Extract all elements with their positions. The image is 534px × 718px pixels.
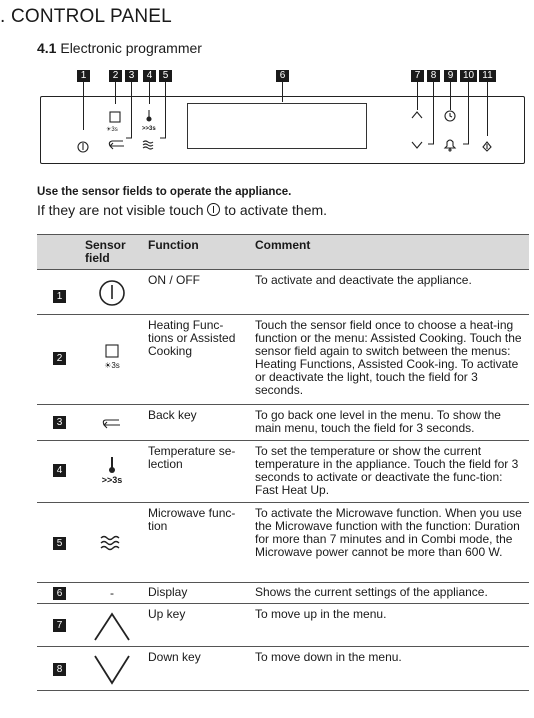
function-text: Microwave func-tion (148, 506, 236, 533)
function-text: ON / OFF (148, 273, 200, 287)
clock-icon (445, 111, 455, 121)
comment-text: To activate the Microwave function. When you use the Microwave function with the function: Duration for more than 7 minutes and in Combi mode, the Microwave power cannot be more than 600 W. (255, 506, 522, 559)
row-number: 4 (53, 464, 66, 477)
section-title (37, 40, 202, 56)
bell-icon (445, 140, 455, 151)
header-sensor-field: Sensor field (85, 238, 126, 265)
square-light-icon (87, 343, 137, 359)
table-row (37, 441, 529, 503)
function-text: Back key (148, 408, 197, 422)
up-chevron-icon (412, 112, 422, 118)
callout-1: 1 (77, 70, 90, 82)
intro-line (37, 202, 327, 218)
table-row (37, 604, 529, 647)
key-lock-icon (483, 142, 491, 151)
down-chevron-icon (412, 142, 422, 148)
power-icon-inline (207, 203, 220, 216)
microwave-waves-icon (87, 533, 137, 553)
callout-10: 10 (460, 70, 477, 82)
callout-11: 11 (479, 70, 496, 82)
callout-8: 8 (427, 70, 440, 82)
callout-4: 4 (143, 70, 156, 82)
function-text: Up key (148, 607, 186, 621)
table-row (37, 405, 529, 441)
comment-text: To move up in the menu. (255, 607, 387, 621)
thermometer-icon (147, 110, 151, 121)
comment-text: Shows the current settings of the appliance. (255, 585, 488, 599)
function-text: Temperature se-lection (148, 444, 236, 471)
row-number: 1 (53, 290, 66, 303)
header-comment: Comment (255, 238, 311, 252)
no-icon-dash: - (110, 586, 114, 600)
power-icon (78, 142, 88, 152)
function-text: Heating Func-tions or Assisted Cooking (148, 318, 236, 358)
light-3s-caption: ☀3s (104, 361, 120, 370)
function-text: Display (148, 585, 188, 599)
row-number: 8 (53, 663, 66, 676)
comment-text: Touch the sensor field once to choose a heat-ing function or the menu: Assisted Cooking. Touch the sensor field again to switch between the menus: Heating Functions, Assisted Cook-ing. To activate or deactivate the light, touch the field for 3 seconds. (255, 318, 522, 397)
function-text: Down key (148, 650, 201, 664)
panel-icons (0, 70, 534, 170)
callout-9: 9 (444, 70, 457, 82)
light-3s-label: 3s (111, 361, 120, 370)
comment-text: To activate and deactivate the appliance. (255, 273, 472, 287)
callout-2: 2 (109, 70, 122, 82)
callout-7: 7 (411, 70, 424, 82)
intro-line-after: to activate them. (220, 202, 328, 218)
square-light-icon (110, 112, 120, 122)
table-header (37, 234, 529, 270)
comment-text: To move down in the menu. (255, 650, 402, 664)
down-chevron-icon (87, 651, 137, 687)
callout-6: 6 (276, 70, 289, 82)
table-row (37, 270, 529, 315)
back-arrow-icon (87, 415, 137, 431)
comment-text: To go back one level in the menu. To show the main menu, touch the field for 3 seconds. (255, 408, 501, 435)
comment-text: To set the temperature or show the current temperature in the appliance. Touch the field for 3 seconds to activate or deactivate the func-tion: Fast Heat Up. (255, 444, 519, 497)
temp-3s-caption: >>3s (101, 475, 123, 485)
callout-3: 3 (125, 70, 138, 82)
table-row (37, 583, 529, 604)
up-chevron-icon (87, 608, 137, 644)
thermometer-icon (87, 455, 137, 475)
microwave-waves-icon (143, 141, 153, 149)
page-title: . CONTROL PANEL (0, 6, 172, 27)
row-number: 2 (53, 352, 66, 365)
light-hint: ☀3s (106, 127, 118, 133)
table-row (37, 647, 529, 691)
sensor-field-table (37, 234, 529, 691)
intro-bold-line: Use the sensor fields to operate the appliance. (37, 186, 292, 198)
temp-hint: >>3s (142, 126, 156, 132)
control-panel-diagram (0, 70, 534, 170)
intro-line-before: If they are not visible touch (37, 202, 208, 218)
header-function: Function (148, 238, 199, 252)
table-row (37, 503, 529, 583)
row-number: 7 (53, 619, 66, 632)
power-icon (87, 276, 137, 308)
row-number: 5 (53, 537, 66, 550)
section-number: 4.1 (37, 40, 57, 56)
section-title-text: Electronic programmer (56, 40, 202, 56)
table-row (37, 315, 529, 405)
callout-5: 5 (159, 70, 172, 82)
row-number: 6 (53, 587, 66, 600)
back-arrow-icon (109, 141, 124, 149)
row-number: 3 (53, 416, 66, 429)
